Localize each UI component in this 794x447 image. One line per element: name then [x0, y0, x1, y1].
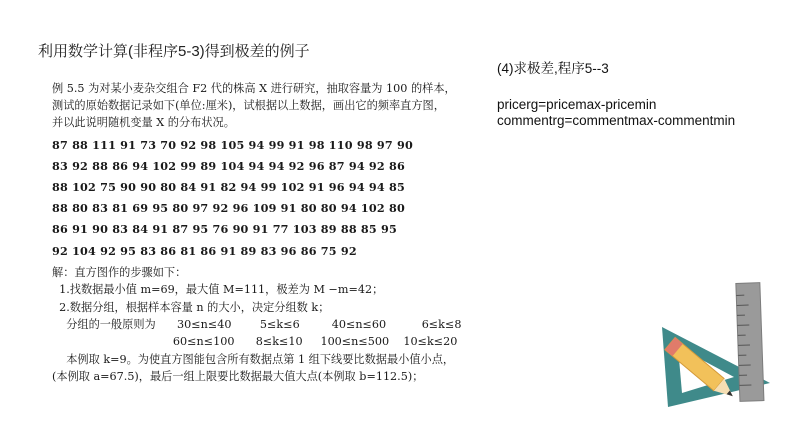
example-intro-line: 并以此说明随机变量 X 的分布状况。 — [52, 116, 235, 130]
code-line: pricerg=pricemax-pricemin — [497, 97, 657, 112]
data-row: 88 80 83 81 69 95 80 97 92 96 109 91 80 80 94 102 80 — [52, 201, 405, 216]
page-heading: 利用数学计算(非程序5-3)得到极差的例子 — [38, 43, 310, 60]
solution-line: 分组的一般原则为 30≤n≤40 5≤k≤6 40≤n≤60 6≤k≤8 — [52, 318, 462, 332]
data-row: 86 91 90 83 84 91 87 95 76 90 91 77 103 89 88 85 95 — [52, 222, 397, 237]
data-row: 87 88 111 91 73 70 92 98 105 94 99 91 98 110 98 97 90 — [52, 137, 413, 152]
example-body — [52, 80, 462, 386]
solution-line: 1.找数据最小值 m=69，最大值 M=111，极差为 M −m=42； — [52, 283, 384, 297]
solution-line: (本例取 a=67.5)，最后一组上限要比数据最大值大点(本例取 b=112.5)； — [52, 370, 424, 384]
code-panel — [497, 57, 735, 129]
solution-line: 本例取 k=9。为使直方图能包含所有数据点第 1 组下线要比数据最小值小点， — [52, 352, 455, 366]
solution-line: 解：直方图作的步骤如下： — [52, 265, 187, 279]
ruler-pencil-triangle-icon — [650, 275, 790, 415]
example-intro-line: 测试的原始数据记录如下(单位:厘米)，试根据以上数据，画出它的频率直方图， — [52, 99, 445, 113]
solution-line: 2.数据分组，根据样本容量 n 的大小，决定分组数 k； — [52, 300, 330, 314]
code-panel-title: (4)求极差,程序5--3 — [497, 61, 609, 76]
code-line: commentrg=commentmax-commentmin — [497, 113, 736, 128]
data-row: 88 102 75 90 90 80 84 91 82 94 99 102 91 96 94 94 85 — [52, 180, 405, 195]
data-table — [52, 135, 462, 262]
solution-steps — [52, 264, 462, 386]
example-intro-line: 例 5.5 为对某小麦杂交组合 F2 代的株高 X 进行研究，抽取容量为 100 的样本， — [52, 82, 456, 95]
data-row: 83 92 88 86 94 102 99 89 104 94 94 92 96 87 94 92 86 — [52, 158, 405, 173]
solution-line: 60≤n≤100 8≤k≤10 100≤n≤500 10≤k≤20 — [52, 335, 458, 349]
data-row: 92 104 92 95 83 86 81 86 91 89 83 96 86 75 92 — [52, 243, 357, 258]
